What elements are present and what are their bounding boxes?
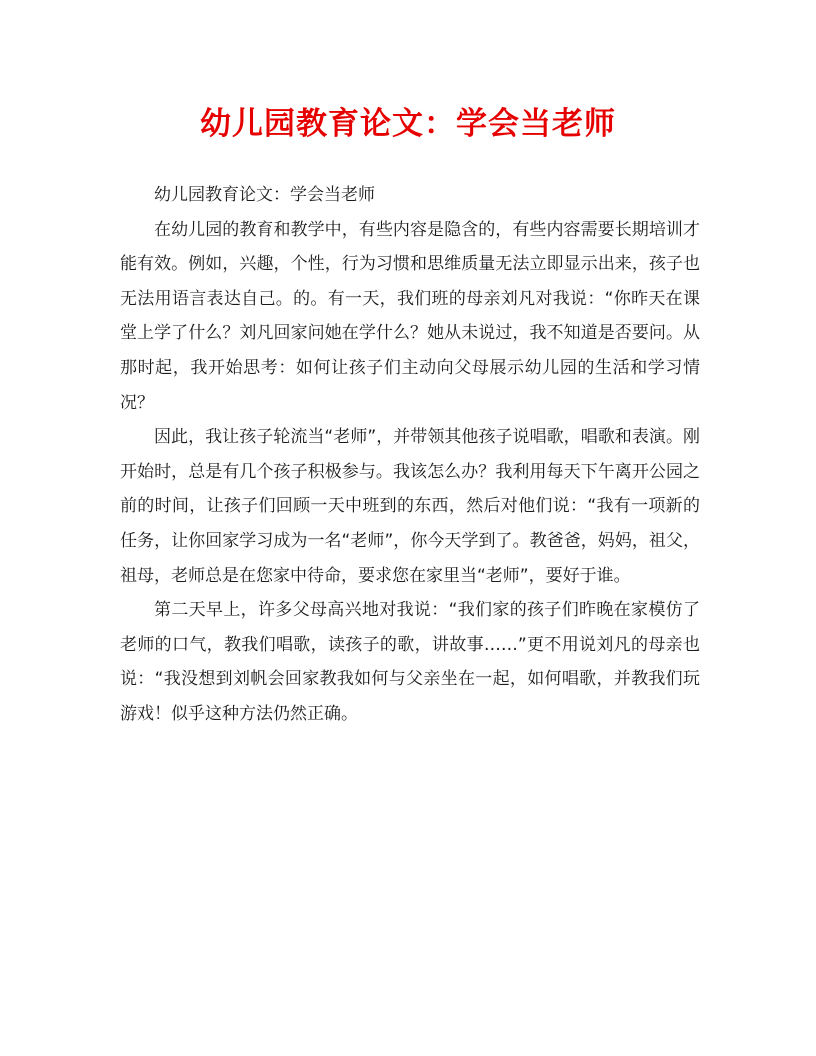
document-body <box>120 178 700 732</box>
paragraph: 第二天早上，许多父母高兴地对我说：“我们家的孩子们昨晚在家模仿了老师的口气，教我们唱歌，读孩子的歌，讲故事……”更不用说刘凡的母亲也说：“我没想到刘帆会回家教我如何与父亲坐在一起，如何唱歌，并教我们玩游戏！似乎这种方法仍然正确。 <box>120 600 700 724</box>
document-title: 幼儿园教育论文：学会当老师 <box>200 106 616 142</box>
paragraph: 因此，我让孩子轮流当“老师”，并带领其他孩子说唱歌，唱歌和表演。刚开始时，总是有几个孩子积极参与。我该怎么办？我利用每天下午离开公园之前的时间，让孩子们回顾一天中班到的东西，然后对他们说：“我有一项新的任务，让你回家学习成为一名“老师”，你今天学到了。教爸爸，妈妈，祖父，祖母，老师总是在您家中待命，要求您在家里当“老师”，要好于谁。 <box>120 427 700 586</box>
paragraph-subtitle: 幼儿园教育论文：学会当老师 <box>154 185 375 205</box>
paragraph: 在幼儿园的教育和教学中，有些内容是隐含的，有些内容需要长期培训才能有效。例如，兴趣，个性，行为习惯和思维质量无法立即显示出来，孩子也无法用语言表达自己。的。有一天，我们班的母亲刘凡对我说：“你昨天在课堂上学了什么？刘凡回家问她在学什么？她从未说过，我不知道是否要问。从那时起，我开始思考：如何让孩子们主动向父母展示幼儿园的生活和学习情况？ <box>120 219 700 413</box>
